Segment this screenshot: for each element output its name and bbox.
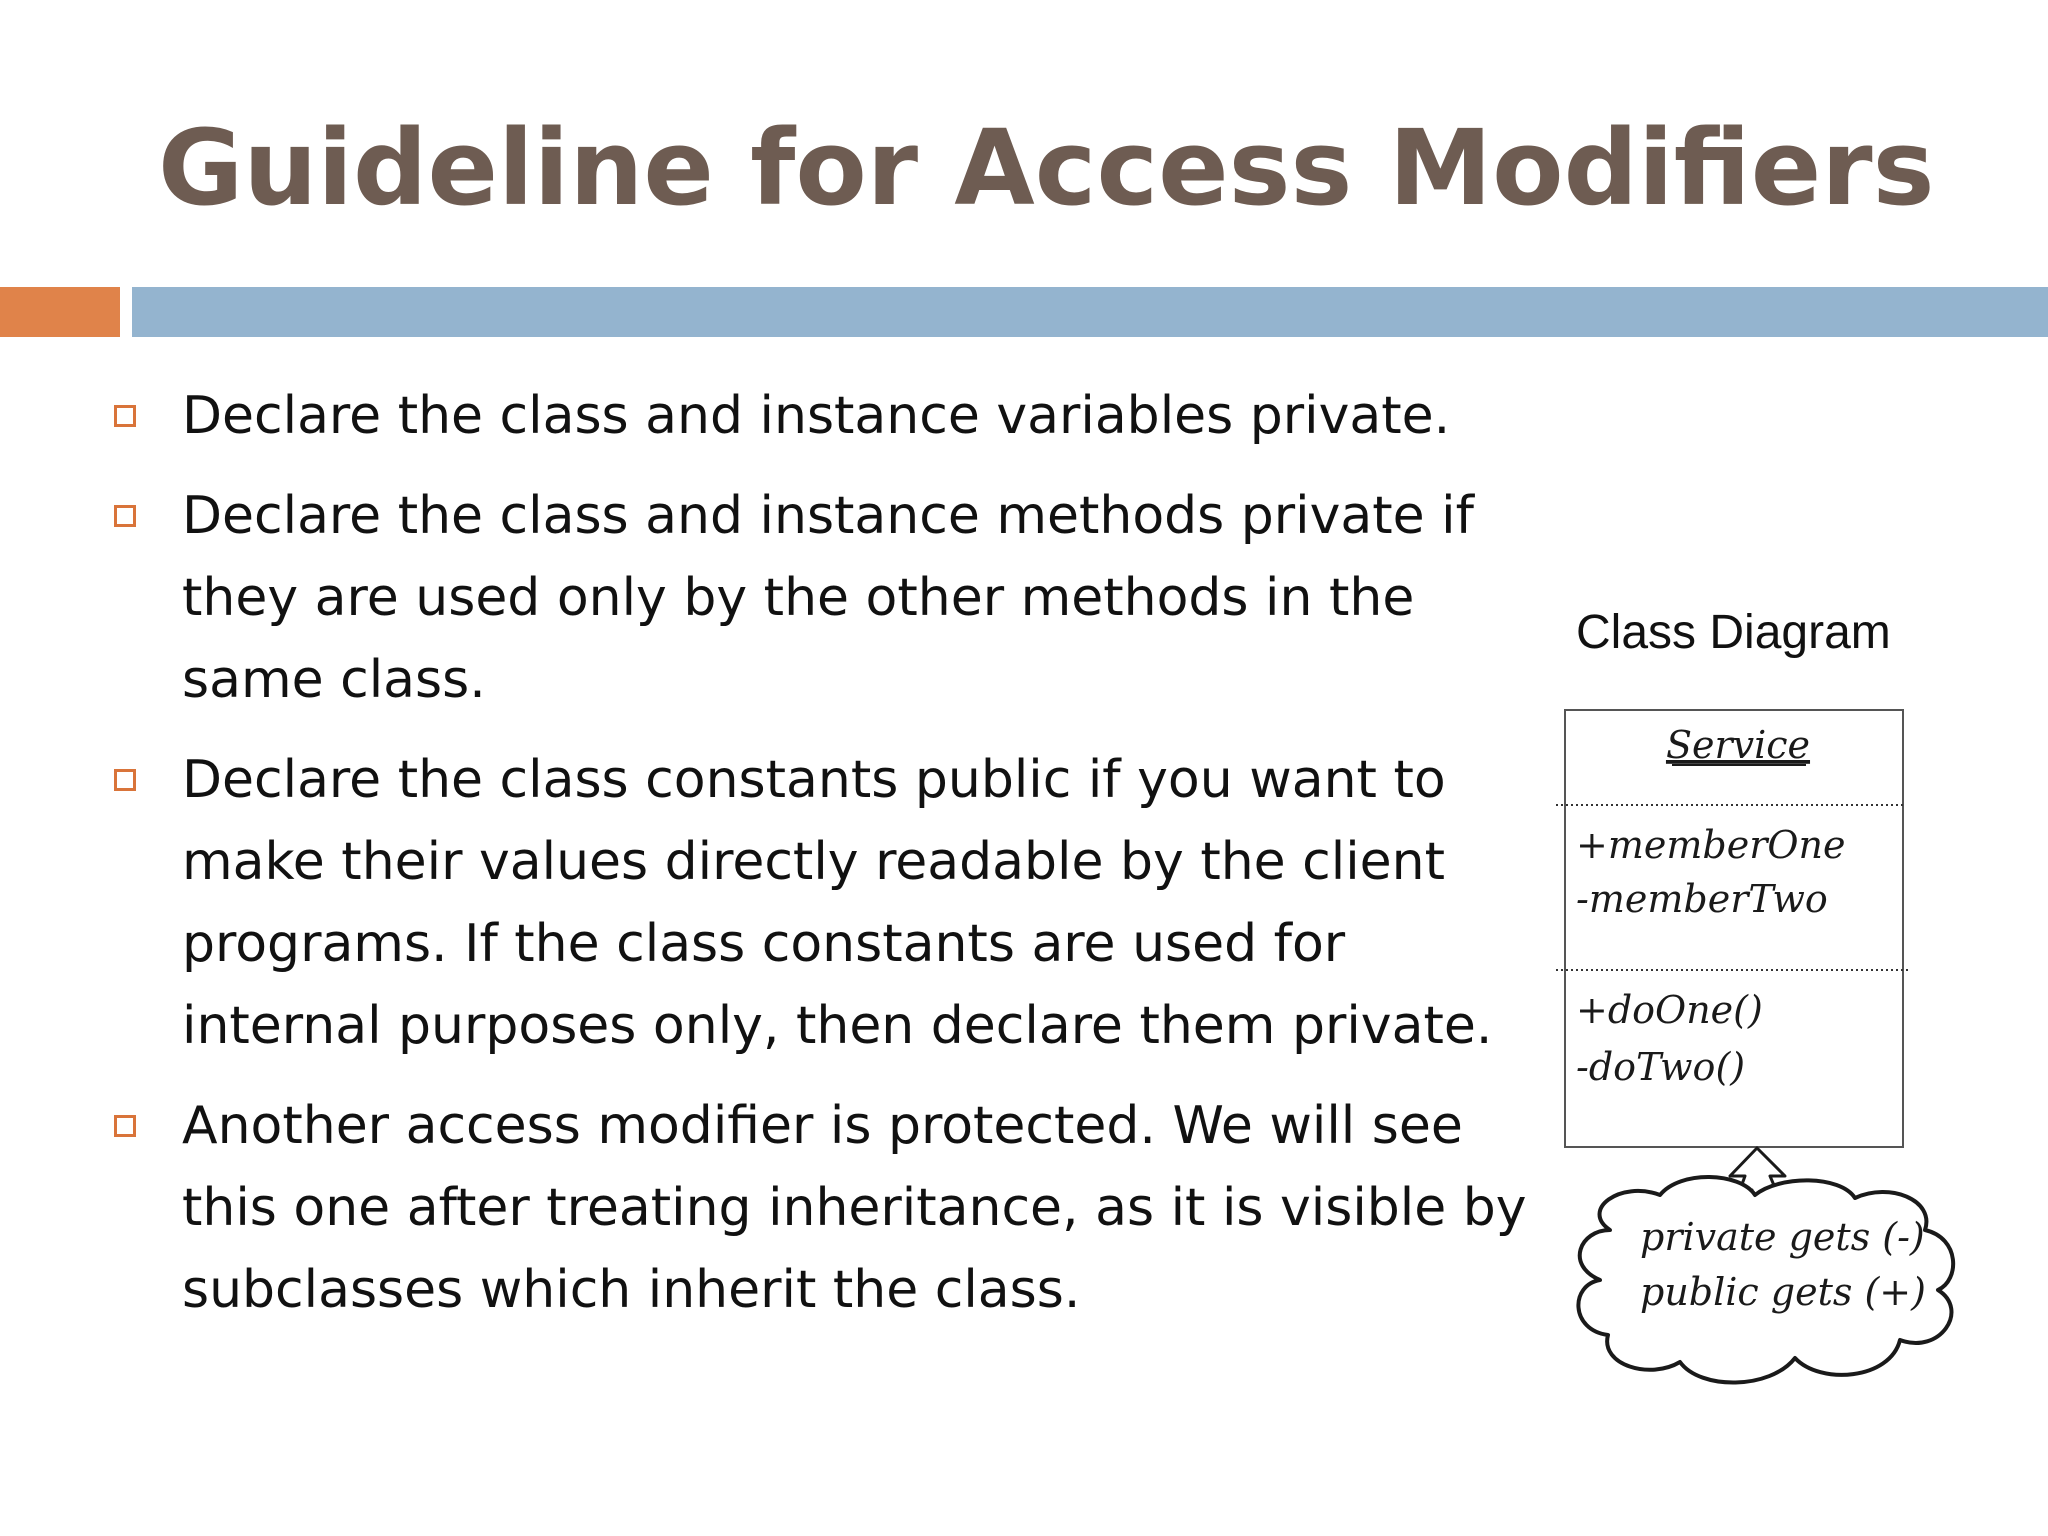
uml-class-diagram <box>1540 690 2000 1420</box>
title-underline-bar <box>132 287 2048 337</box>
square-bullet-icon <box>114 1115 136 1137</box>
bullet-item <box>110 1085 1530 1331</box>
uml-method: +doOne() <box>1576 988 1763 1032</box>
bullet-text: Declare the class and instance variables private. <box>182 386 1451 446</box>
accent-bar <box>0 287 120 337</box>
bullet-list <box>110 375 1530 1349</box>
slide-title: Guideline for Access Modifiers <box>158 107 1935 229</box>
square-bullet-icon <box>114 405 136 427</box>
bullet-item <box>110 475 1530 721</box>
diagram-caption: Class Diagram <box>1576 606 1891 659</box>
uml-member: +memberOne <box>1576 823 1846 867</box>
bullet-item <box>110 739 1530 1067</box>
bullet-item <box>110 375 1530 457</box>
cloud-note-line: public gets (+) <box>1640 1270 1926 1314</box>
square-bullet-icon <box>114 505 136 527</box>
bullet-text: Declare the class constants public if you want to make their values directly readable by the client programs. If the class constants are used for internal purposes only, then declare them private. <box>182 750 1493 1056</box>
uml-method: -doTwo() <box>1576 1045 1746 1089</box>
bullet-text: Declare the class and instance methods private if they are used only by the other methods in the same class. <box>182 486 1474 710</box>
cloud-note-line: private gets (-) <box>1640 1215 1925 1259</box>
square-bullet-icon <box>114 769 136 791</box>
bullet-text: Another access modifier is protected. We will see this one after treating inheritance, as it is visible by subclasses which inherit the class. <box>182 1096 1527 1320</box>
uml-member: -memberTwo <box>1576 877 1828 921</box>
uml-class-name: Service <box>1665 723 1811 767</box>
